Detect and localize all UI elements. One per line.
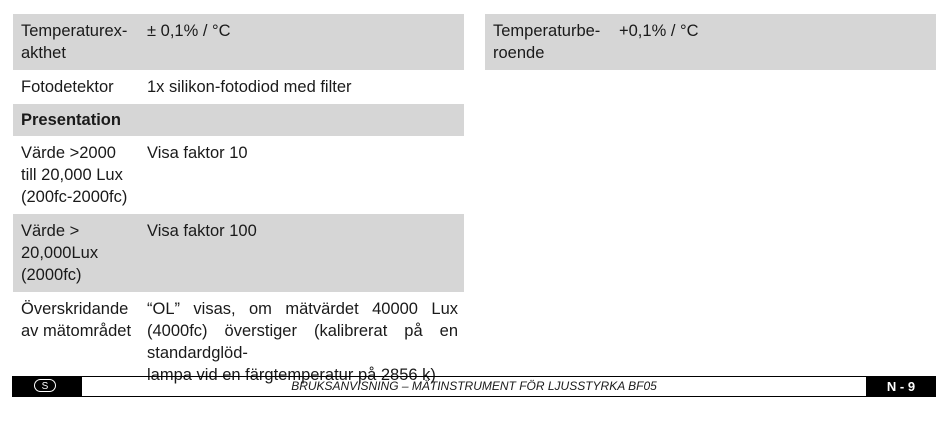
row-value: 1x silikon-fotodiod med filter [147,78,352,96]
spec-table-left [13,14,464,392]
row-label: Fotodetektor [21,78,114,96]
table-row [13,70,464,104]
row-label: Värde >2000 till 20,000 Lux (200fc-2000fc) [21,144,128,206]
row-label: Temperaturex- akthet [21,22,128,62]
table-row [13,14,464,70]
spec-table-right [485,14,936,70]
table-row [13,214,464,292]
row-value: Visa faktor 10 [147,144,248,162]
row-value: “OL” visas, om mätvärdet 40000 Lux (4000fc) överstiger (kalibrerat på en standardglöd- lampa vid en färgtemperatur på 2856 k) [147,300,458,384]
table-row [485,14,936,70]
language-badge: S [34,379,56,392]
row-value: +0,1% / °C [619,22,699,40]
row-value: ± 0,1% / °C [147,22,231,40]
section-header [13,104,464,136]
footer-title: BRUKSANVISNING – MÄTINSTRUMENT FÖR LJUSSTYRKA BF05 [82,376,866,397]
row-label: Överskridande av mätområdet [21,300,132,340]
page-footer [12,376,936,397]
footer-left-block [12,376,82,397]
table-row [13,136,464,214]
row-label: Värde > 20,000Lux (2000fc) [21,222,99,284]
section-title: Presentation [21,111,121,129]
page-number: N - 9 [866,376,936,397]
row-label: Temperaturbe- roende [493,22,601,62]
row-value: Visa faktor 100 [147,222,257,240]
